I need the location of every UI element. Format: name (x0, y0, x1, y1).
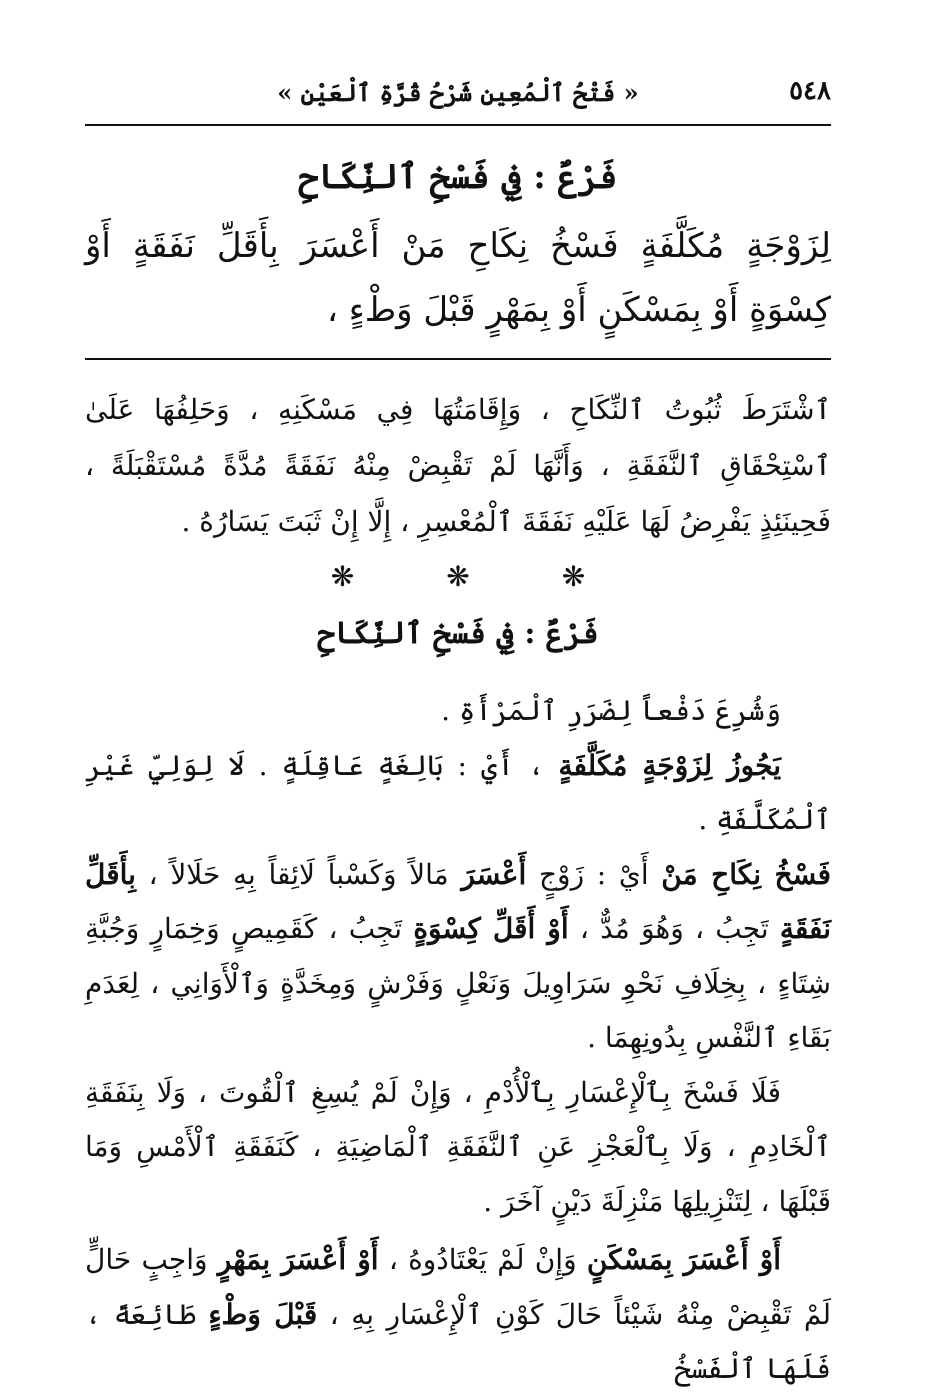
matn-text: لِزَوْجَةٍ مُكَلَّفَةٍ فَسْخُ نِكَاحِ مَنْ أَعْسَرَ بِأَقَلِّ نَفَقَةٍ أَوْ كِسْوَةٍ أَوْ بِمَسْكَنٍ أَوْ بِمَهْرٍ قَبْلَ وَطْءٍ ، (85, 226, 831, 330)
separator-star-icon: ❋ (561, 560, 586, 593)
section-title: فَرْعٌ : فِي فَسْخِ ٱلنِّكَاحِ (298, 157, 618, 197)
section-separator (85, 560, 831, 593)
paragraph: يَجُوزُ لِزَوْجَةٍ مُكَلَّفَةٍ ، أَيْ : بَالِغَةٍ عَاقِلَةٍ . لَا لِوَلِيِّ غَيْرِ ٱلْمُكَلَّفَةِ . (85, 748, 831, 836)
paragraph: فَلَا فَسْخَ بِٱلْإِعْسَارِ بِٱلْأُدْمِ ، وَإِنْ لَمْ يُسِغِ ٱلْقُوتَ ، وَلَا بِنَفَقَةِ ٱلْخَادِمِ ، وَلَا بِٱلْعَجْزِ عَنِ ٱلنَّفَقَةِ ٱلْمَاضِيَةِ ، كَنَفَقَةِ ٱلْأَمْسِ وَمَا قَبْلَهَا ، لِتَنْزِيلِهَا مَنْزِلَةَ دَيْنٍ آخَرَ . (85, 1075, 831, 1218)
separator-star-icon: ❋ (446, 560, 470, 593)
paragraph: فَسْخُ نِكَاحِ مَنْ أَيْ : زَوْجٍ أَعْسَرَ مَالاً وَكَسْباً لَائِقاً بِهِ حَلَالاً ، بِأَقَلِّ نَفَقَةٍ تَجِبُ ، وَهُوَ مُدٌّ ، أَوْ أَقَلِّ كِسْوَةٍ تَجِبُ ، كَقَمِيصٍ وَخِمَارٍ وَجُبَّةِ شِتَاءٍ ، بِخِلَافِ نَحْوِ سَرَاوِيلَ وَنَعْلٍ وَفَرْشٍ وَمِخَدَّةٍ وَٱلْأَوَانِي ، لِعَدَمِ بَقَاءِ ٱلنَّفْسِ بِدُونِهِمَا . (85, 857, 832, 1054)
page-number: ٥٤٨ (789, 76, 831, 106)
section-title-commentary: فَرْعٌ : فِي فَسْخِ ٱلنِّكَاحِ (317, 616, 599, 651)
running-title: « فَتْحُ ٱلْمُعِينِ شَرْحُ قُرَّةِ ٱلْعَيْنِ » (277, 78, 639, 107)
book-page (85, 0, 831, 1387)
paragraph: وَشُرِعَ دَفْعاً لِضَرَرِ ٱلْمَرْأَةِ . (441, 694, 781, 727)
header-rule (85, 124, 831, 126)
commentary-body (85, 684, 831, 1397)
paragraph: أَوْ أَعْسَرَ بِمَسْكَنٍ وَإِنْ لَمْ يَعْتَادُوهُ ، أَوْ أَعْسَرَ بِمَهْرٍ وَاجِبٍ حَالٍّ لَمْ تَقْبِضْ مِنْهُ شَيْئاً حَالَ كَوْنِ ٱلْإِعْسَارِ بِهِ ، قَبْلَ وَطْءٍ طَائِعَةً ، فَلَهَا ٱلْفَسْخُ (85, 1243, 831, 1385)
separator-star-icon: ❋ (330, 560, 355, 593)
footnote-divider (85, 358, 831, 360)
footnote-text: ٱشْتَرَطَ ثُبُوتُ ٱلنِّكَاحِ ، وَإِقَامَتُهَا فِي مَسْكَنِهِ ، وَحَلِفُهَا عَلَىٰ ٱسْتِحْقَاقِ ٱلنَّفَقَةِ ، وَأَنَّهَا لَمْ تَقْبِضْ مِنْهُ نَفَقَةً مُدَّةً مُسْتَقْبَلَةً ، فَحِينَئِذٍ يَفْرِضُ لَهَا عَلَيْهِ نَفَقَةَ ٱلْمُعْسِرِ ، إِلَّا إِنْ ثَبَتَ يَسَارُهُ . (85, 393, 831, 538)
page-header (85, 72, 831, 112)
